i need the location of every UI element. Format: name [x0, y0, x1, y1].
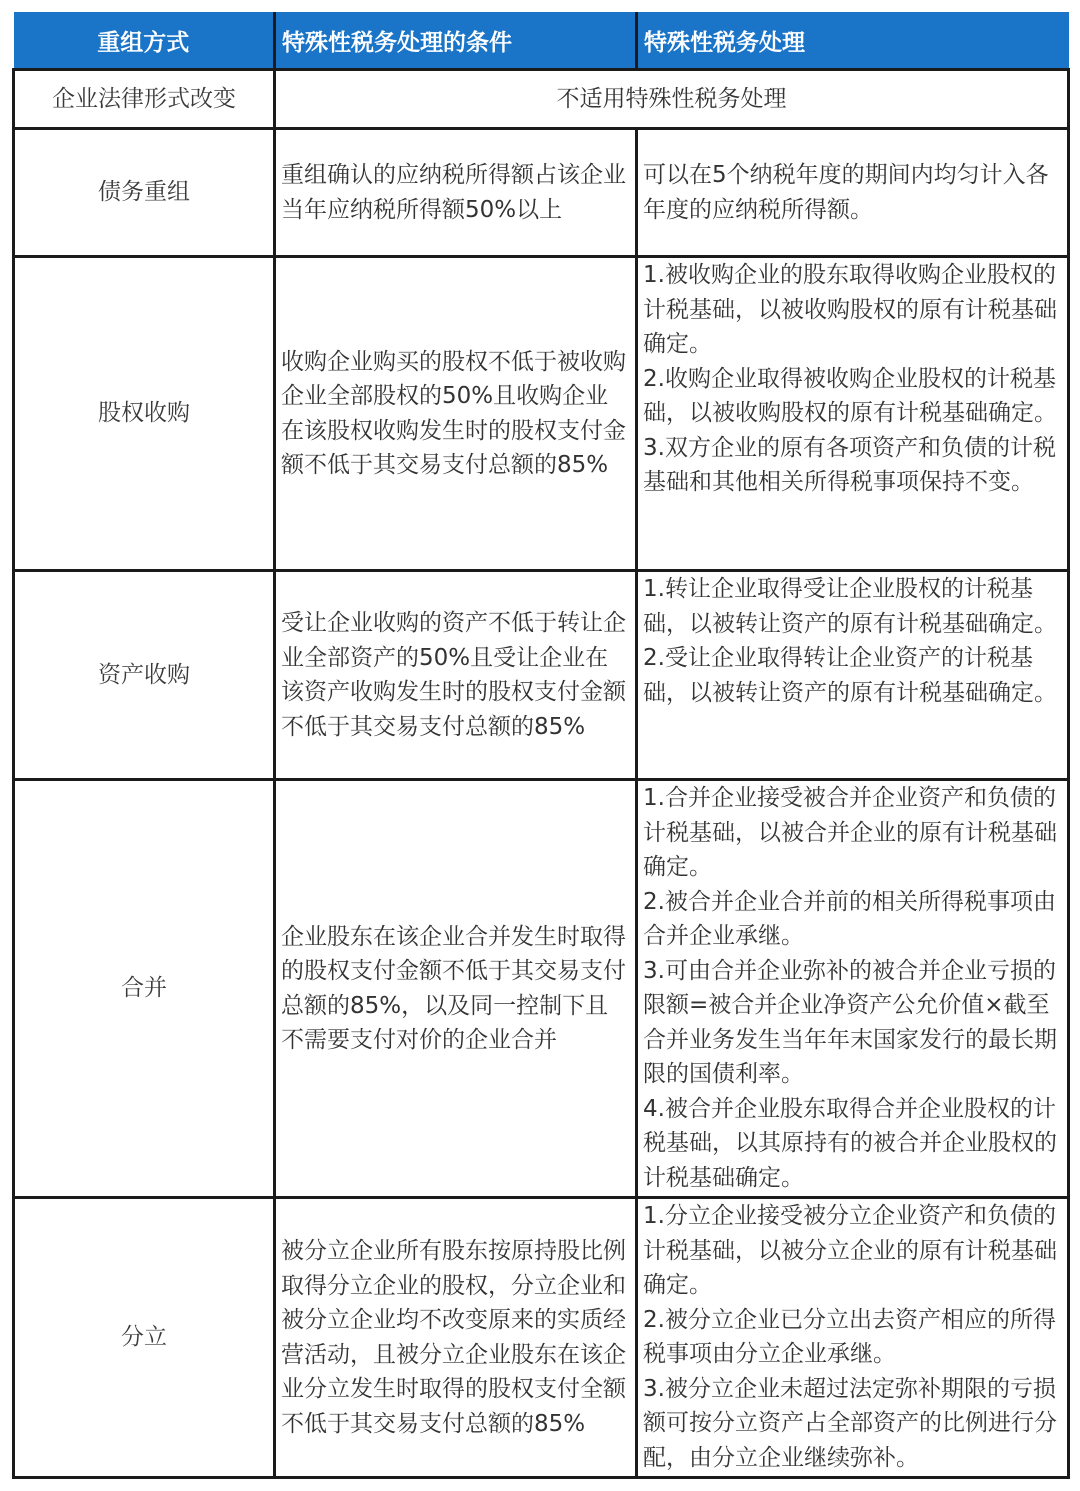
- tax-table-container: [12, 12, 1067, 1479]
- treatment-item: 1.分立企业接受被分立企业资产和负债的计税基础，以被分立企业的原有计税基础确定。: [643, 1203, 1057, 1298]
- treatment-item: 2.被合并企业合并前的相关所得税事项由合并企业承继。: [643, 888, 1056, 949]
- not-applicable-cell: 不适用特殊性税务处理: [275, 70, 1069, 129]
- condition-cell: 受让企业收购的资产不低于转让企业全部资产的50%且受让企业在该资产收购发生时的股权支付金额不低于其交易支付总额的85%: [275, 571, 637, 780]
- treatment-item: 2.受让企业取得转让企业资产的计税基础，以被转让资产的原有计税基础确定。: [643, 645, 1057, 706]
- method-cell: 企业法律形式改变: [14, 70, 275, 129]
- header-method: 重组方式: [14, 12, 275, 70]
- treatment-cell: [637, 780, 1069, 1198]
- header-condition: 特殊性税务处理的条件: [275, 12, 637, 70]
- condition-cell: 企业股东在该企业合并发生时取得的股权支付金额不低于其交易支付总额的85%，以及同一控制下且不需要支付对价的企业合并: [275, 780, 637, 1198]
- treatment-item: 1.被收购企业的股东取得收购企业股权的计税基础，以被收购股权的原有计税基础确定。: [643, 262, 1057, 357]
- method-cell: 合并: [14, 780, 275, 1198]
- method-cell: 资产收购: [14, 571, 275, 780]
- treatment-cell: [637, 129, 1069, 257]
- table-row: [14, 257, 1069, 571]
- treatment-cell: [637, 257, 1069, 571]
- treatment-item: 1.转让企业取得受让企业股权的计税基础，以被转让资产的原有计税基础确定。: [643, 576, 1057, 637]
- condition-cell: 收购企业购买的股权不低于被收购企业全部股权的50%且收购企业在该股权收购发生时的股权支付金额不低于其交易支付总额的85%: [275, 257, 637, 571]
- treatment-item: 可以在5个纳税年度的期间内均匀计入各年度的应纳税所得额。: [643, 162, 1049, 223]
- method-cell: 股权收购: [14, 257, 275, 571]
- table-row: [14, 780, 1069, 1198]
- treatment-item: 1.合并企业接受被合并企业资产和负债的计税基础，以被合并企业的原有计税基础确定。: [643, 785, 1057, 880]
- table-header: [14, 12, 1069, 70]
- treatment-item: 3.被分立企业未超过法定弥补期限的亏损额可按分立资产占全部资产的比例进行分配，由分立企业继续弥补。: [643, 1375, 1057, 1471]
- condition-cell: 被分立企业所有股东按原持股比例取得分立企业的股权，分立企业和被分立企业均不改变原来的实质经营活动，且被分立企业股东在该企业分立发生时取得的股权支付全额不低于其交易支付总额的85%: [275, 1198, 637, 1478]
- reorganization-tax-table: [12, 12, 1070, 1479]
- treatment-cell: [637, 571, 1069, 780]
- treatment-item: 3.双方企业的原有各项资产和负债的计税基础和其他相关所得税事项保持不变。: [643, 434, 1056, 495]
- treatment-item: 3.可由合并企业弥补的被合并企业亏损的限额=被合并企业净资产公允价值×截至合并业务发生当年年末国家发行的最长期限的国债利率。: [643, 957, 1057, 1087]
- table-row: [14, 70, 1069, 129]
- method-cell: 分立: [14, 1198, 275, 1478]
- treatment-cell: [637, 1198, 1069, 1478]
- treatment-item: 2.收购企业取得被收购企业股权的计税基础，以被收购股权的原有计税基础确定。: [643, 365, 1057, 426]
- table-row: [14, 571, 1069, 780]
- table-row: [14, 1198, 1069, 1478]
- method-cell: 债务重组: [14, 129, 275, 257]
- treatment-item: 4.被合并企业股东取得合并企业股权的计税基础，以其原持有的被合并企业股权的计税基础确定。: [643, 1095, 1057, 1191]
- condition-cell: 重组确认的应纳税所得额占该企业当年应纳税所得额50%以上: [275, 129, 637, 257]
- header-treatment: 特殊性税务处理: [637, 12, 1069, 70]
- treatment-item: 2.被分立企业已分立出去资产相应的所得税事项由分立企业承继。: [643, 1306, 1056, 1367]
- table-row: [14, 129, 1069, 257]
